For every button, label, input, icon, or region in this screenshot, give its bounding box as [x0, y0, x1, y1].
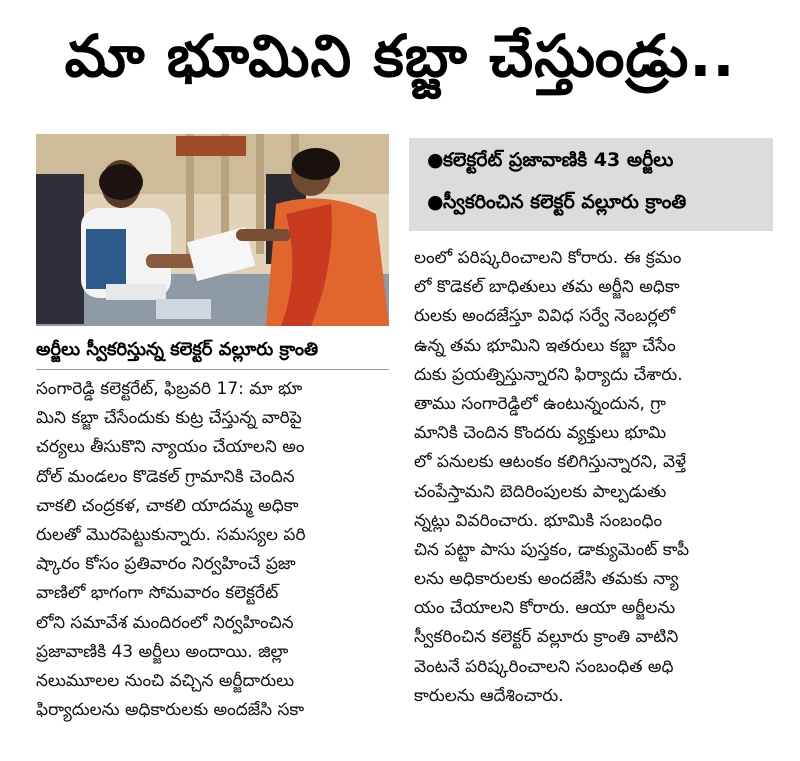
text-line: న్నట్లు వివరించారు. భూమికి సంబంధిం: [414, 510, 663, 531]
text-line: వెంటనే పరిష్కరించాలని సంబంధిత అధి: [414, 656, 674, 677]
text-line: కారులను ఆదేశించారు.: [414, 685, 564, 706]
photo-caption: అర్జీలు స్వీకరిస్తున్న కలెక్టర్ వల్లూరు క్రాంతి: [36, 339, 319, 360]
text-line: చంపేస్తామని బెదిరింపులకు పాల్పడుతు: [414, 481, 667, 502]
text-line: లోని సమావేశ మందిరంలో నిర్వహించిన: [36, 612, 294, 633]
text-line: రులతో మొరపెట్టుకున్నారు. సమస్యల పరి: [36, 524, 306, 545]
bullet-icon: ●: [427, 149, 444, 171]
photo-of-officials-at-desk-icon: [36, 134, 389, 326]
text-line: చర్యలు తీసుకొని న్యాయం చేయాలని అం: [36, 437, 305, 458]
text-line: రులకు అందజేస్తూ వివిధ సర్వే నెంబర్లలో: [414, 306, 676, 327]
text-line: లంలో పరిష్కరించాలని కోరారు. ఈ క్రమం: [414, 248, 682, 268]
text-line: మిని కబ్జా చేసేందుకు కుట్ర చేస్తున్న వారిపై: [36, 408, 302, 429]
text-line: స్వీకరించిన కలెక్టర్ వల్లూరు క్రాంతి వాటిని: [414, 627, 679, 648]
bullet-icon: ●: [427, 191, 444, 213]
highlight-item: [427, 191, 686, 218]
text-line: ఉన్న తమ భూమిని ఇతరులు కబ్జా చేసేం: [414, 335, 676, 356]
text-line: తాము సంగారెడ్డిలో ఉంటున్నందున, గ్రా: [414, 393, 666, 414]
headline: మా భూమిని కబ్జా చేస్తుండ్రు..: [64, 22, 736, 90]
caption-divider: [36, 369, 389, 370]
highlights-box: [409, 138, 773, 231]
text-line: చిన పట్టా పాసు పుస్తకం, డాక్యుమెంట్ కాపీ: [414, 539, 690, 560]
text-line: లో పనులకు ఆటంకం కలిగిస్తున్నారని, వెళ్తే: [414, 452, 687, 473]
text-line: నలుమూలల నుంచి వచ్చిన అర్జీదారులు: [36, 670, 295, 691]
highlight-text: కలెక్టరేట్ ప్రజావాణికి 43 అర్జీలు: [443, 149, 674, 171]
text-line: సంగారెడ్డి కలెక్టరేట్, ఫిబ్రవరి 17: మా భూ: [36, 379, 303, 399]
text-line: యం చేయాలని కోరారు. ఆయా అర్జీలను: [414, 598, 676, 619]
text-line: ష్కారం కోసం ప్రతివారం నిర్వహించే ప్రజా: [36, 554, 296, 575]
article-column-left: [36, 375, 396, 725]
text-line: దోల్ మండలం కొడెకల్ గ్రామానికి చెందిన: [36, 466, 295, 487]
highlight-text: స్వీకరించిన కలెక్టర్ వల్లూరు క్రాంతి: [443, 191, 687, 213]
news-photo: [36, 134, 389, 326]
highlight-item: [427, 149, 673, 176]
text-line: దుకు ప్రయత్నిస్తున్నారని ఫిర్యాదు చేశారు.: [414, 364, 683, 385]
text-line: ఫిర్యాదులను అధికారులకు అందజేసి సకా: [36, 700, 305, 721]
text-line: చాకలి చంద్రకళ, చాకలి యాదమ్మ అధికా: [36, 495, 299, 516]
text-line: మానికి చెందిన కొందరు వ్యక్తులు భూమి: [414, 423, 667, 444]
text-line: ప్రజావాణికి 43 అర్జీలు అందాయి. జిల్లా: [36, 641, 289, 662]
text-line: వాణిలో భాగంగా సోమవారం కలెక్టరేట్: [36, 583, 279, 604]
text-line: లో కొడెకల్ బాధితులు తమ అర్జీని అధికా: [414, 277, 680, 298]
text-line: లను అధికారులకు అందజేసి తమకు న్యా: [414, 569, 679, 590]
article-column-right: [414, 244, 774, 711]
